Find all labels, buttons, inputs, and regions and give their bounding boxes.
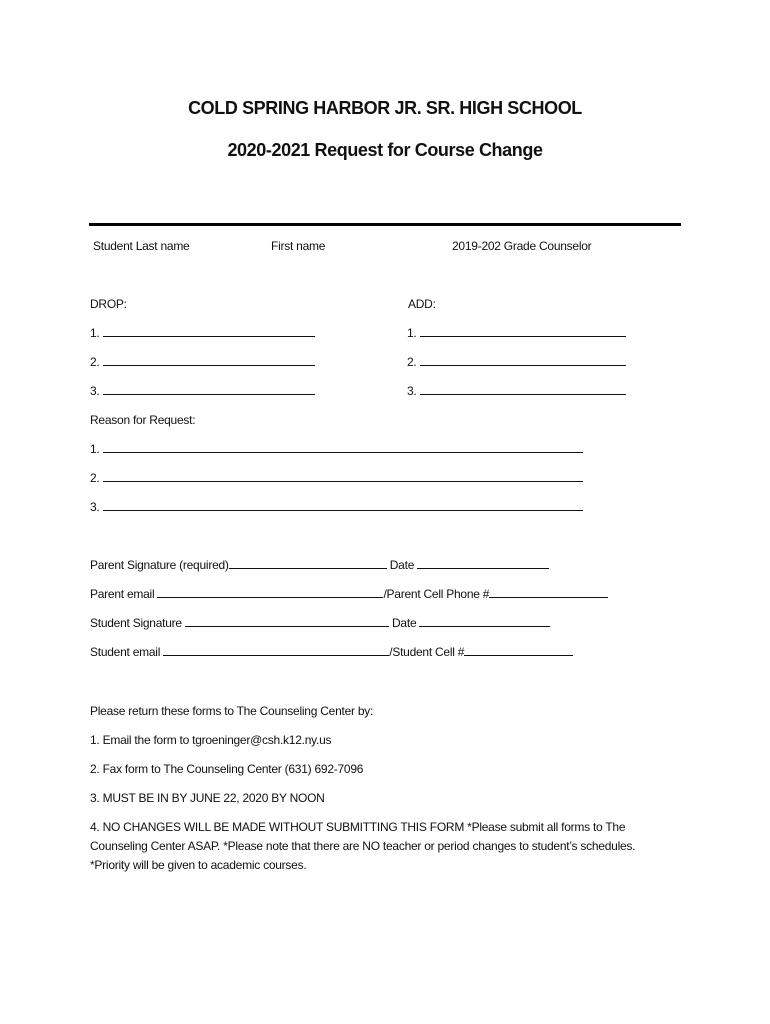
blank-line[interactable]: [420, 325, 626, 337]
reason-line-1[interactable]: [90, 441, 583, 457]
parent-phone-line[interactable]: [489, 586, 608, 598]
instruction-4: 4. NO CHANGES WILL BE MADE WITHOUT SUBMITTING THIS FORM *Please submit all forms to The Counseling Center ASAP. *Please note that there are NO teacher or period changes to student’s schedules. *Priority will be given to academic courses.: [90, 820, 636, 872]
first-name-label: First name: [271, 239, 326, 253]
parent-signature-row: [90, 557, 549, 573]
drop-label: DROP:: [90, 297, 127, 311]
instruction-3: 3. MUST BE IN BY JUNE 22, 2020 BY NOON: [90, 791, 325, 805]
reason-line-2[interactable]: [90, 470, 583, 486]
blank-line[interactable]: [103, 325, 315, 337]
item-number: 3.: [90, 384, 100, 398]
parent-signature-line[interactable]: [229, 557, 387, 569]
blank-line[interactable]: [103, 441, 583, 453]
blank-line[interactable]: [420, 354, 626, 366]
student-signature-label: Student Signature: [90, 616, 182, 630]
add-label: ADD:: [408, 297, 436, 311]
instruction-2: 2. Fax form to The Counseling Center (631) 692-7096: [90, 762, 364, 776]
student-last-name-label: Student Last name: [93, 239, 190, 253]
student-cell-line[interactable]: [464, 644, 573, 656]
drop-line-1[interactable]: [90, 325, 315, 341]
item-number: 1.: [90, 326, 100, 340]
item-number: 2.: [90, 355, 100, 369]
item-number: 2.: [407, 355, 417, 369]
blank-line[interactable]: [103, 499, 583, 511]
date-line[interactable]: [417, 557, 549, 569]
instruction-1: 1. Email the form to tgroeninger@csh.k12.ny.us: [90, 733, 332, 747]
divider: [89, 223, 681, 226]
blank-line[interactable]: [103, 470, 583, 482]
student-signature-line[interactable]: [185, 615, 389, 627]
school-name: COLD SPRING HARBOR JR. SR. HIGH SCHOOL: [188, 98, 582, 118]
add-line-3[interactable]: [407, 383, 626, 399]
parent-phone-label: /Parent Cell Phone #: [383, 587, 490, 601]
item-number: 1.: [407, 326, 417, 340]
student-email-label: Student email: [90, 645, 161, 659]
drop-line-2[interactable]: [90, 354, 315, 370]
blank-line[interactable]: [103, 354, 315, 366]
form-title: 2020-2021 Request for Course Change: [227, 140, 543, 160]
item-number: 1.: [90, 442, 100, 456]
parent-email-label: Parent email: [90, 587, 155, 601]
add-line-2[interactable]: [407, 354, 626, 370]
student-email-row: [90, 644, 573, 660]
blank-line[interactable]: [103, 383, 315, 395]
drop-line-3[interactable]: [90, 383, 315, 399]
student-signature-row: [90, 615, 550, 631]
parent-signature-label: Parent Signature (required): [90, 558, 229, 572]
item-number: 2.: [90, 471, 100, 485]
reason-line-3[interactable]: [90, 499, 583, 515]
student-email-line[interactable]: [163, 644, 389, 656]
blank-line[interactable]: [420, 383, 626, 395]
reason-label: Reason for Request:: [90, 413, 196, 427]
parent-email-line[interactable]: [157, 586, 383, 598]
date-label: Date: [392, 616, 417, 630]
item-number: 3.: [407, 384, 417, 398]
instructions-intro: Please return these forms to The Counseling Center by:: [90, 704, 374, 718]
student-cell-label: /Student Cell #: [389, 645, 465, 659]
date-label: Date: [389, 558, 415, 572]
counselor-label: 2019-202 Grade Counselor: [452, 239, 592, 253]
parent-email-row: [90, 586, 608, 602]
add-line-1[interactable]: [407, 325, 626, 341]
item-number: 3.: [90, 500, 100, 514]
date-line[interactable]: [419, 615, 550, 627]
